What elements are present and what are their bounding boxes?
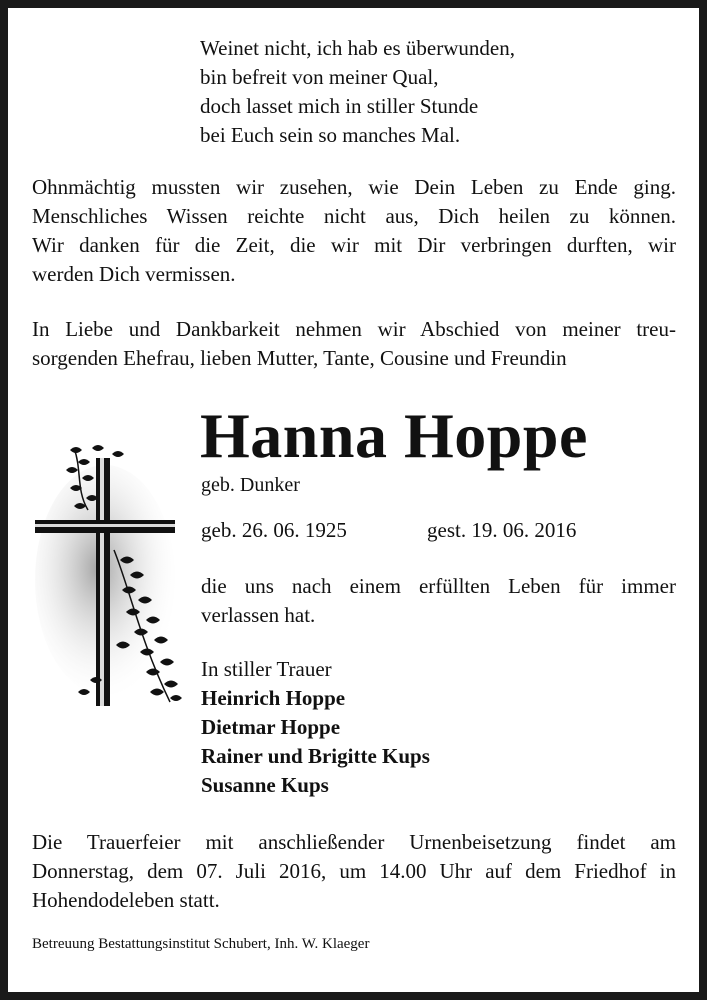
mourners-intro: In stiller Trauer (201, 657, 332, 681)
life-dates (201, 516, 577, 544)
funeral-home-credit: Betreuung Bestattungsinstitut Schubert, Inh. W. Klaeger (32, 936, 370, 952)
mourners-block (201, 655, 430, 800)
paragraph-line: Menschliches Wissen reichte nicht aus, Dich heilen zu können. (32, 204, 676, 228)
birth-date: geb. 26. 06. 1925 (201, 518, 347, 542)
deceased-name: Hanna Hoppe (200, 400, 588, 471)
paragraph-line: Die Trauerfeier mit anschließender Urnenbeisetzung findet am (32, 830, 676, 854)
poem (200, 34, 620, 150)
paragraph-line: Donnerstag, dem 07. Juli 2016, um 14.00 Uhr auf dem Friedhof in (32, 859, 676, 883)
paragraph-line: Ohnmächtig mussten wir zusehen, wie Dein Leben zu Ende ging. (32, 175, 676, 199)
leaving-line: verlassen hat. (201, 603, 316, 627)
poem-line: bei Euch sein so manches Mal. (200, 123, 461, 147)
poem-line: Weinet nicht, ich hab es überwunden, (200, 36, 515, 60)
mourner-name: Susanne Kups (201, 773, 329, 797)
maiden-name: geb. Dunker (201, 474, 300, 496)
farewell-paragraph (32, 173, 676, 289)
leaving-text (201, 572, 676, 630)
poem-line: bin befreit von meiner Qual, (200, 65, 439, 89)
obituary-card (8, 8, 699, 992)
paragraph-line: Wir danken für die Zeit, die wir mit Dir verbringen durften, wir (32, 233, 676, 257)
mourner-name: Dietmar Hoppe (201, 715, 341, 739)
paragraph-line: werden Dich vermissen. (32, 262, 236, 286)
paragraph-line: Hohendodeleben statt. (32, 888, 220, 912)
paragraph-line: sorgenden Ehefrau, lieben Mutter, Tante, Cousine und Freundin (32, 346, 567, 370)
cross-with-ivy-icon (30, 440, 190, 710)
poem-line: doch lasset mich in stiller Stunde (200, 94, 479, 118)
death-date: gest. 19. 06. 2016 (427, 518, 577, 542)
paragraph-line: In Liebe und Dankbarkeit nehmen wir Abschied von meiner treu- (32, 317, 676, 341)
gratitude-paragraph (32, 315, 676, 373)
leaving-line: die uns nach einem erfüllten Leben für immer (201, 574, 676, 598)
mourner-name: Heinrich Hoppe (201, 686, 346, 710)
service-paragraph (32, 828, 676, 915)
mourner-name: Rainer und Brigitte Kups (201, 744, 430, 768)
